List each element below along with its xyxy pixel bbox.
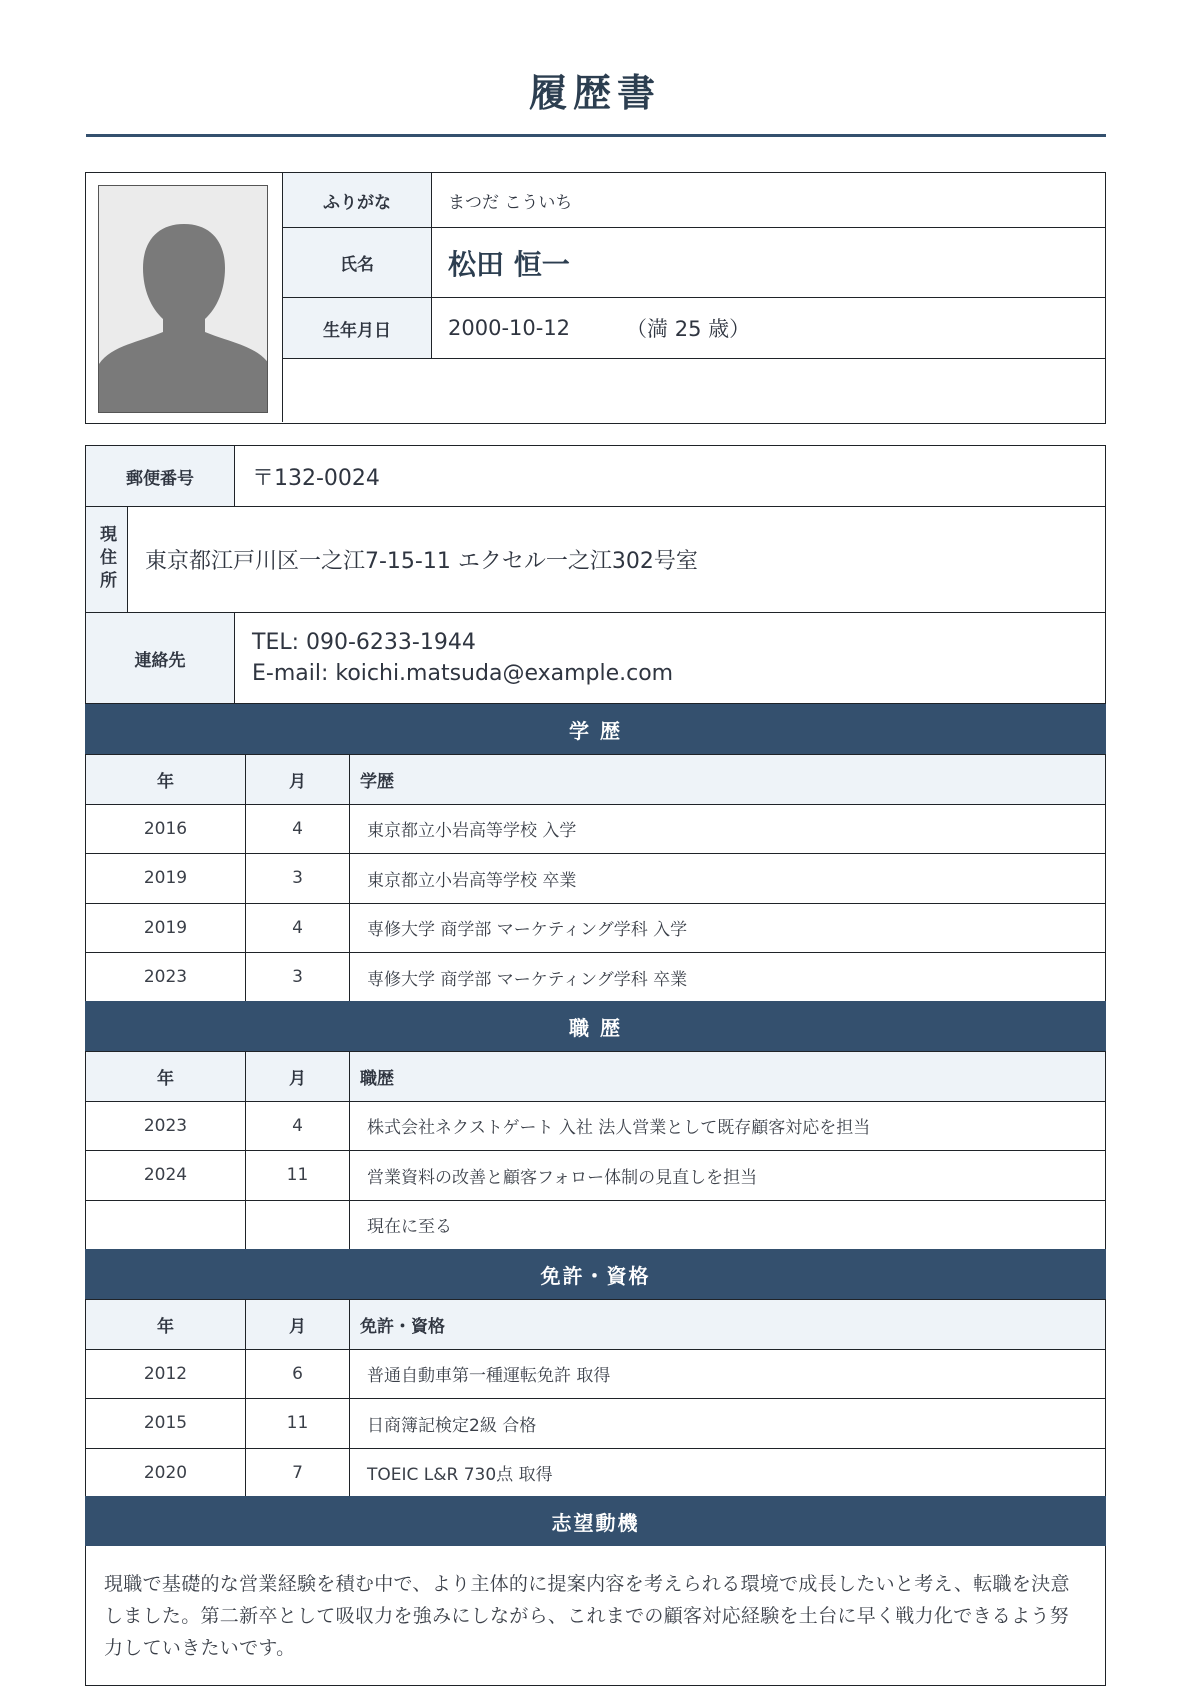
month-cell: 4 — [246, 1101, 350, 1151]
education-header-row — [86, 755, 1106, 805]
table-row — [86, 1151, 1106, 1201]
table-row — [86, 953, 1106, 1003]
address-label: 現住所 — [86, 507, 128, 612]
motivation-section — [85, 1496, 1106, 1546]
birth-row — [283, 298, 1105, 359]
month-header: 月 — [246, 1052, 350, 1102]
licenses-section — [85, 1249, 1106, 1498]
work-header-row — [86, 1052, 1106, 1102]
postal-label: 郵便番号 — [86, 446, 235, 506]
detail-cell: 普通自動車第一種運転免許 取得 — [350, 1349, 1106, 1399]
education-header: 学 歴 — [85, 704, 1106, 754]
tel-value: TEL: 090-6233-1944 — [252, 630, 476, 655]
month-cell: 3 — [246, 854, 350, 904]
table-row — [86, 1399, 1106, 1449]
detail-cell: 株式会社ネクストゲート 入社 法人営業として既存顧客対応を担当 — [350, 1101, 1106, 1151]
postal-value: 〒132-0024 — [252, 465, 380, 491]
motivation-header: 志望動機 — [85, 1496, 1106, 1546]
month-cell — [246, 1200, 350, 1250]
address-value: 東京都江戸川区一之江7-15-11 エクセル一之江302号室 — [145, 549, 698, 574]
work-header: 職 歴 — [85, 1001, 1106, 1051]
licenses-table — [85, 1299, 1106, 1498]
postal-row — [86, 446, 1105, 507]
detail-cell: 専修大学 商学部 マーケティング学科 卒業 — [350, 953, 1106, 1003]
licenses-header: 免許・資格 — [85, 1249, 1106, 1299]
contact-value — [252, 613, 673, 703]
profile-box — [85, 172, 1106, 424]
year-cell: 2012 — [86, 1349, 246, 1399]
detail-cell: 東京都立小岩高等学校 入学 — [350, 804, 1106, 854]
table-row — [86, 854, 1106, 904]
licenses-header-row — [86, 1300, 1106, 1350]
education-table — [85, 754, 1106, 1003]
month-cell: 11 — [246, 1399, 350, 1449]
furigana-row — [283, 173, 1105, 228]
month-cell: 6 — [246, 1349, 350, 1399]
month-cell: 7 — [246, 1448, 350, 1498]
year-cell — [86, 1200, 246, 1250]
table-row — [86, 1349, 1106, 1399]
furigana-label: ふりがな — [283, 173, 432, 227]
table-row — [86, 1200, 1106, 1250]
age-value: （満 25 歳） — [626, 317, 751, 341]
education-section — [85, 704, 1106, 1003]
photo-frame — [98, 185, 268, 413]
table-row — [86, 1448, 1106, 1498]
year-cell: 2023 — [86, 1101, 246, 1151]
table-row — [86, 804, 1106, 854]
detail-header: 免許・資格 — [350, 1300, 1106, 1350]
year-cell: 2023 — [86, 953, 246, 1003]
detail-cell: TOEIC L&R 730点 取得 — [350, 1448, 1106, 1498]
detail-cell: 専修大学 商学部 マーケティング学科 入学 — [350, 903, 1106, 953]
month-cell: 3 — [246, 953, 350, 1003]
detail-header: 職歴 — [350, 1052, 1106, 1102]
year-header: 年 — [86, 1300, 246, 1350]
month-cell: 11 — [246, 1151, 350, 1201]
birth-label: 生年月日 — [283, 298, 432, 358]
contact-row — [86, 613, 1105, 703]
detail-cell: 日商簿記検定2級 合格 — [350, 1399, 1106, 1449]
detail-header: 学歴 — [350, 755, 1106, 805]
birth-date: 2000-10-12 — [448, 316, 571, 340]
email-value: E-mail: koichi.matsuda@example.com — [252, 661, 674, 686]
work-section — [85, 1001, 1106, 1250]
detail-cell: 東京都立小岩高等学校 卒業 — [350, 854, 1106, 904]
person-silhouette-icon — [99, 186, 268, 413]
year-cell: 2019 — [86, 854, 246, 904]
year-cell: 2024 — [86, 1151, 246, 1201]
contact-label: 連絡先 — [86, 613, 235, 703]
year-cell: 2016 — [86, 804, 246, 854]
month-header: 月 — [246, 1300, 350, 1350]
title-divider — [86, 134, 1106, 137]
page-title: 履歴書 — [528, 71, 661, 115]
photo-cell — [86, 173, 283, 422]
name-label: 氏名 — [283, 228, 432, 297]
year-cell: 2019 — [86, 903, 246, 953]
address-box — [85, 445, 1106, 704]
furigana-value: まつだ こういち — [448, 192, 573, 213]
name-value: 松田 恒一 — [448, 247, 570, 281]
detail-cell: 現在に至る — [350, 1200, 1106, 1250]
table-row — [86, 903, 1106, 953]
year-header: 年 — [86, 1052, 246, 1102]
work-table — [85, 1051, 1106, 1250]
month-cell: 4 — [246, 804, 350, 854]
detail-cell: 営業資料の改善と顧客フォロー体制の見直しを担当 — [350, 1151, 1106, 1201]
table-row — [86, 1101, 1106, 1151]
month-cell: 4 — [246, 903, 350, 953]
birth-value — [448, 298, 750, 358]
year-header: 年 — [86, 755, 246, 805]
year-cell: 2020 — [86, 1448, 246, 1498]
month-header: 月 — [246, 755, 350, 805]
address-row — [86, 507, 1105, 613]
year-cell: 2015 — [86, 1399, 246, 1449]
motivation-text: 現職で基礎的な営業経験を積む中で、より主体的に提案内容を考えられる環境で成長したいと考え、転職を決意しました。第二新卒として吸収力を強みにしながら、これまでの顧客対応経験を土台に早く戦力化できるよう努力していきたいです。 — [85, 1546, 1106, 1686]
name-row — [283, 228, 1105, 298]
